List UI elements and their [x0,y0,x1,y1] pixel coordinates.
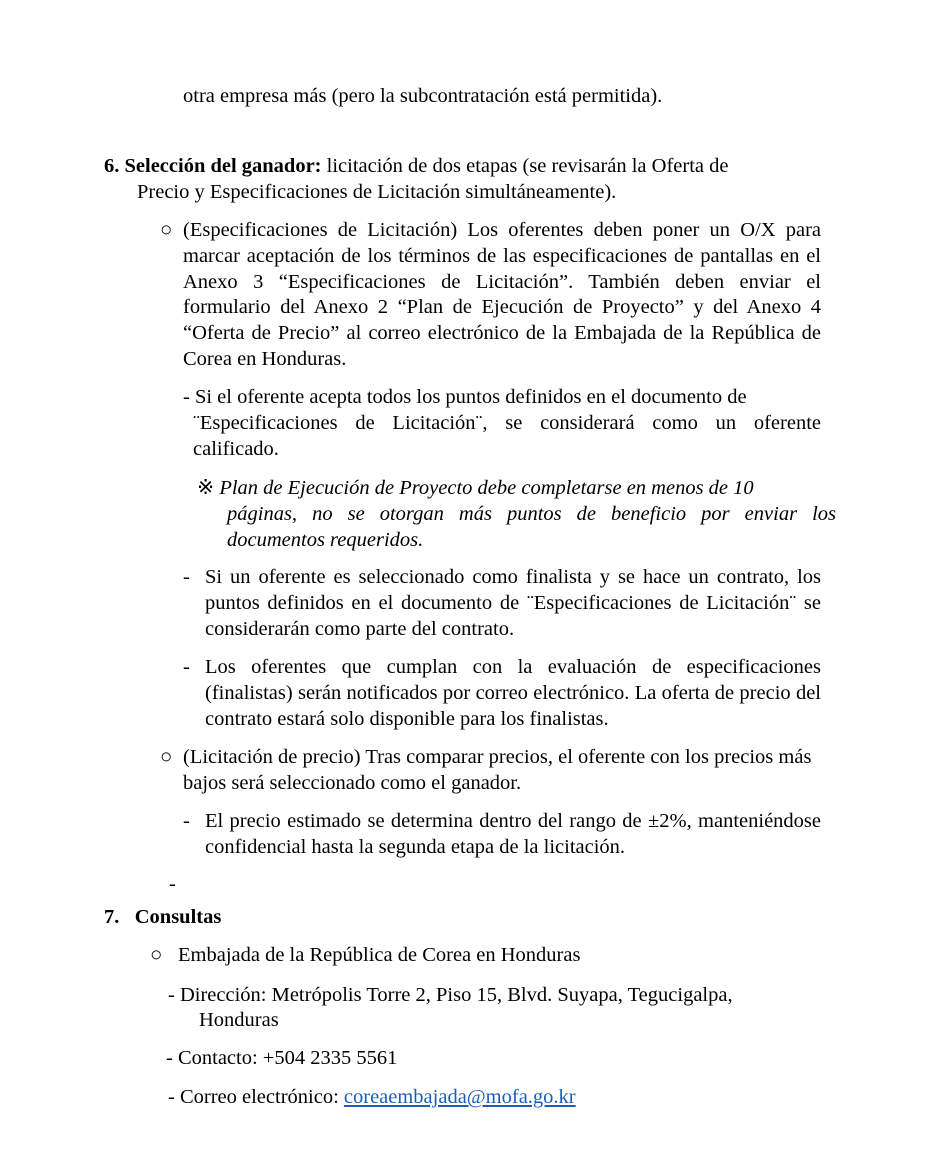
section-7-bullet-text: Embajada de la República de Corea en Honduras [178,944,581,966]
sub-item-1-text-first: Si el oferente acepta todos los puntos definidos en el documento de [194,386,747,408]
sub-item-3-text: Los oferentes que cumplan con la evaluación de especificaciones (finalistas) serán notificados por correo electrónico. La oferta de precio del contrato estará solo disponible para los finalistas. [205,656,821,730]
sub-item-3-marker: - [183,656,190,678]
contact-text: Contacto: +504 2335 5561 [177,1047,398,1069]
email-link[interactable]: coreaembajada@mofa.go.kr [343,1086,576,1108]
bullet-2-text: (Licitación de precio) Tras comparar precios, el oferente con los precios más bajos será seleccionado como el ganador. [183,746,812,794]
stray-dash: - [169,873,176,895]
note-text-rest: páginas, no se otorgan más puntos de beneficio por enviar los documentos requeridos. [227,503,836,551]
address-line1 [168,983,868,1009]
email-label: Correo electrónico: [179,1086,344,1108]
sub-item-4-marker: - [183,810,190,832]
note-line1 [197,476,857,502]
sub-item-1-line1 [183,385,843,411]
bullet-1-text: (Especificaciones de Licitación) Los oferentes deben poner un O/X para marcar aceptación de los términos de las especificaciones de pantallas en el Anexo 3 “Especificaciones de Licitación”. También deben enviar el formulario del Anexo 2 “Plan de Ejecución de Proyecto” y del Anexo 4 “Oferta de Precio” al correo electrónico de la Embajada de la República de Corea en Honduras. [183,219,821,370]
sub-item-4-text: El precio estimado se determina dentro del rango de ±2%, manteniéndose confidencial hasta la segunda etapa de la licitación. [205,810,821,858]
bullet-2-marker: ○ [160,746,173,768]
intro-line: otra empresa más (pero la subcontratación está permitida). [183,85,663,107]
note-text-first: Plan de Ejecución de Proyecto debe completarse en menos de 10 [214,477,754,499]
section-6-heading: 6. Selección del ganador: [104,155,322,177]
section-6-text-line1: licitación de dos etapas (se revisarán la Oferta de [321,155,729,177]
sub-item-2-text: Si un oferente es seleccionado como finalista y se hace un contrato, los puntos definidos en el documento de ¨Especificaciones de Licitación¨ se considerarán como parte del contrato. [205,566,821,640]
sub-item-1-text-rest: ¨Especificaciones de Licitación¨, se considerará como un oferente calificado. [193,412,821,460]
bullet-1-marker: ○ [160,219,173,241]
section-7-heading: 7. Consultas [104,906,222,928]
address-line2: Honduras [199,1009,279,1031]
address-marker: - [168,984,180,1006]
sub-item-2-marker: - [183,566,190,588]
sub-item-1-marker: - [183,386,195,408]
email-marker: - [168,1086,180,1108]
note-marker: ※ [197,477,215,499]
contact-marker: - [166,1047,178,1069]
section-6-text-line2: Precio y Especificaciones de Licitación simultáneamente). [137,181,617,203]
section-7-bullet-marker: ○ [150,944,163,966]
contact-line [166,1046,666,1072]
address-text-first: Dirección: Metrópolis Torre 2, Piso 15, Blvd. Suyapa, Tegucigalpa, [179,984,733,1006]
email-line [168,1085,768,1111]
section-6-heading-line [104,154,824,180]
